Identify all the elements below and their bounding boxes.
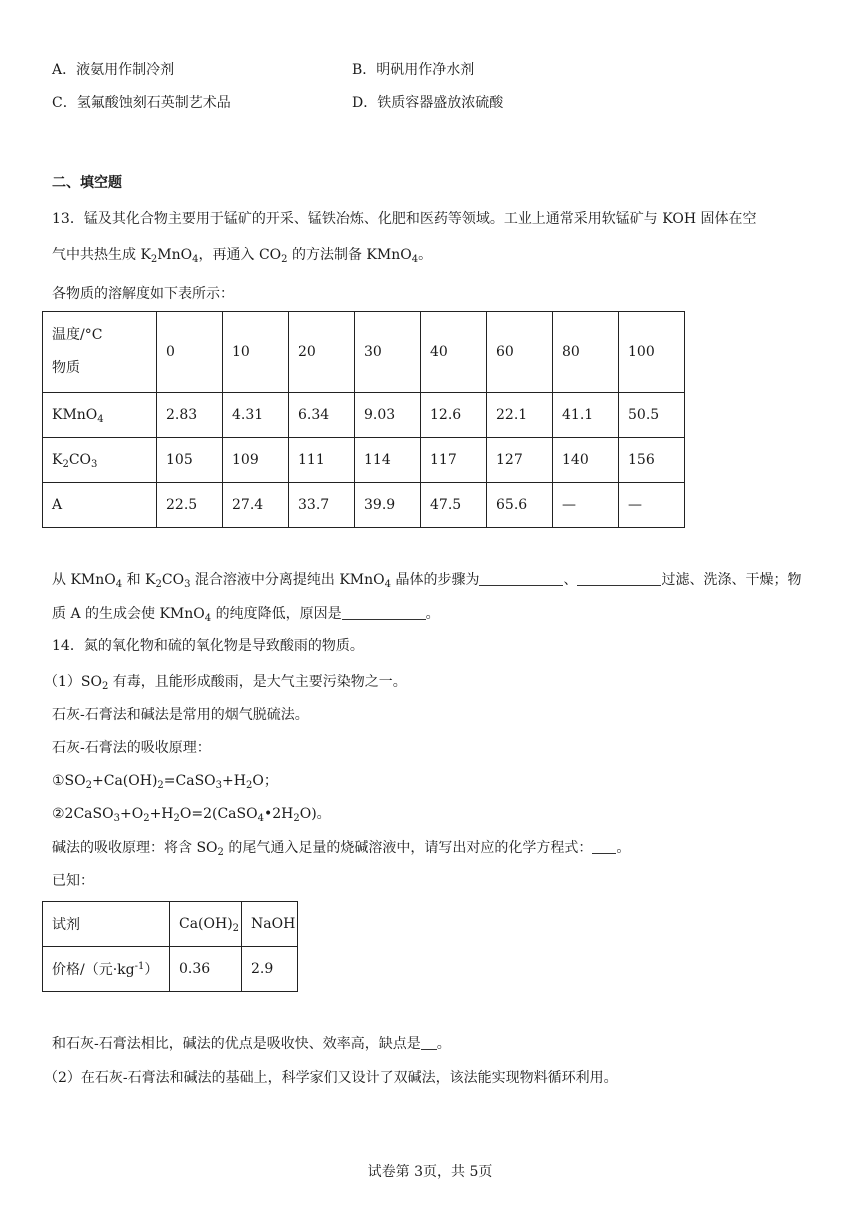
value-cell: 114 [355, 438, 421, 483]
q13-paragraph-line2: 质 A 的生成会使 KMnO$_4$ 的纯度降低，原因是 。 [52, 606, 440, 624]
table-row [43, 902, 298, 947]
table-cell: NaOH [242, 902, 298, 947]
value-cell: 111 [289, 438, 355, 483]
price-table [42, 901, 298, 992]
temp-cell: 10 [223, 312, 289, 393]
table-cell: 试剂 [43, 902, 170, 947]
value-cell: 156 [619, 438, 685, 483]
temp-cell: 20 [289, 312, 355, 393]
value-cell: 105 [157, 438, 223, 483]
option-a: A．液氨用作制冷剂 [52, 62, 175, 78]
value-cell: 140 [553, 438, 619, 483]
table-cell: 0.36 [170, 947, 242, 992]
section-title: 二、填空题 [52, 175, 122, 191]
table-cell: 价格/（元$\cdot kg^{-1}$） [43, 947, 170, 992]
table-row [43, 947, 298, 992]
q14-sub2: （2）在石灰-石膏法和碱法的基础上，科学家们又设计了双碱法，该法能实现物料循环利用。 [44, 1070, 618, 1086]
value-cell: 109 [223, 438, 289, 483]
q14-line-principle: 石灰-石膏法的吸收原理： [52, 740, 211, 756]
substance-cell: $K_2CO_3$ [43, 438, 157, 483]
value-cell: 12.6 [421, 393, 487, 438]
temp-cell: 40 [421, 312, 487, 393]
q14-line-methods: 石灰-石膏法和碱法是常用的烟气脱硫法。 [52, 707, 309, 723]
q14-line1: 14．氮的氧化物和硫的氧化物是导致酸雨的物质。 [52, 638, 364, 654]
answer-blank-5[interactable] [421, 1035, 437, 1050]
value-cell: 22.5 [157, 483, 223, 528]
equation-1: $①SO_2+Ca(OH)_2=CaSO_3+H_2O$； [52, 773, 278, 791]
table-row [43, 393, 685, 438]
answer-blank-1[interactable] [479, 571, 563, 586]
option-d: D．铁质容器盛放浓硫酸 [352, 95, 504, 111]
answer-blank-3[interactable] [342, 605, 426, 620]
value-cell: 117 [421, 438, 487, 483]
value-cell: 2.83 [157, 393, 223, 438]
value-cell: 41.1 [553, 393, 619, 438]
q14-comparison: 和石灰-石膏法相比，碱法的优点是吸收快、效率高，缺点是 。 [52, 1036, 451, 1052]
table-cell: 2.9 [242, 947, 298, 992]
value-cell: 65.6 [487, 483, 553, 528]
q13-line1: 13．锰及其化合物主要用于锰矿的开采、锰铁冶炼、化肥和医药等领域。工业上通常采用软锰矿与 KOH 固体在空 [52, 211, 757, 227]
equation-2: $②2CaSO_3+O_2+H_2O=2(CaSO_4•2H_2O)$。 [52, 806, 331, 824]
q13-intro: 各物质的溶解度如下表所示： [52, 286, 234, 302]
value-cell: 27.4 [223, 483, 289, 528]
q14-sub1: $(1)SO_2$ 有毒，且能形成酸雨，是大气主要污染物之一。 [44, 674, 407, 692]
value-cell: 22.1 [487, 393, 553, 438]
table-row [43, 438, 685, 483]
value-cell: — [553, 483, 619, 528]
table-corner-cell: 温度/°C 物质 [43, 312, 157, 393]
table-row [43, 483, 685, 528]
table-header-row [43, 312, 685, 393]
substance-cell: A [43, 483, 157, 528]
value-cell: 127 [487, 438, 553, 483]
value-cell: 39.9 [355, 483, 421, 528]
solubility-table [42, 311, 685, 528]
table-cell: $Ca(OH)_2$ [170, 902, 242, 947]
value-cell: 50.5 [619, 393, 685, 438]
value-cell: 47.5 [421, 483, 487, 528]
value-cell: 6.34 [289, 393, 355, 438]
temp-cell: 100 [619, 312, 685, 393]
value-cell: 9.03 [355, 393, 421, 438]
temp-cell: 30 [355, 312, 421, 393]
value-cell: 4.31 [223, 393, 289, 438]
q13-line2: 气中共热生成 $K_2MnO_4$，再通入 $CO_2$ 的方法制备 KMnO$_4$。 [52, 247, 433, 265]
temp-cell: 0 [157, 312, 223, 393]
value-cell: — [619, 483, 685, 528]
answer-blank-4[interactable] [592, 839, 616, 854]
option-c: C．氢氟酸蚀刻石英制艺术品 [52, 95, 231, 111]
page-footer: 试卷第 3页，共 5页 [367, 1164, 493, 1180]
q13-paragraph-line1: 从 KMnO$_4$ 和 $K_2CO_3$ 混合溶液中分离提纯出 KMnO$_4$ 晶体的步骤为 、 过滤、洗涤、干燥；物 [52, 572, 802, 590]
q14-alkali-principle: 碱法的吸收原理：将含 $SO_2$ 的尾气通入足量的烧碱溶液中，请写出对应的化学方程式： 。 [52, 840, 631, 858]
answer-blank-2[interactable] [577, 571, 661, 586]
temp-cell: 60 [487, 312, 553, 393]
option-b: B．明矾用作净水剂 [352, 62, 475, 78]
value-cell: 33.7 [289, 483, 355, 528]
q14-known: 已知： [52, 873, 94, 889]
temp-cell: 80 [553, 312, 619, 393]
substance-cell: KMnO$_4$ [43, 393, 157, 438]
